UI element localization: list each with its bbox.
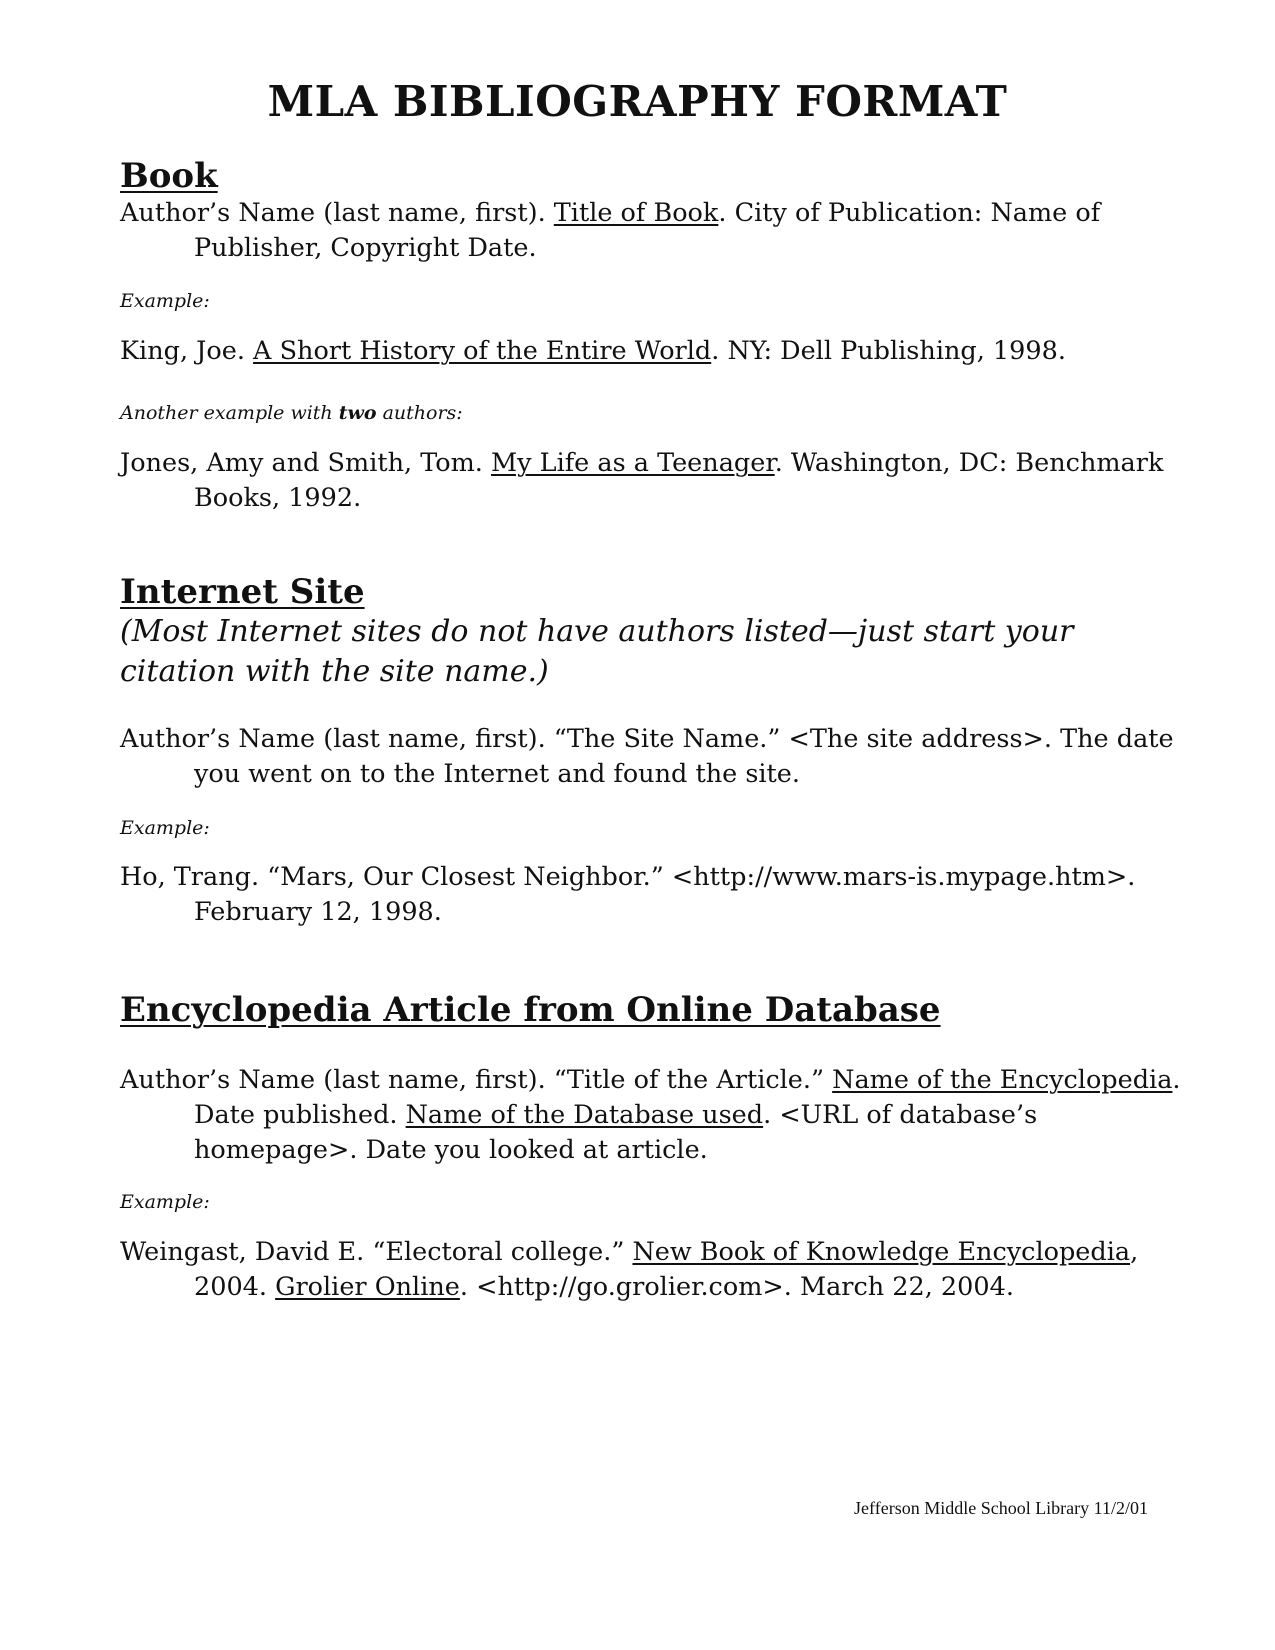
internet-format-citation: Author’s Name (last name, first). “The Site Name.” <The site address>. The date you went on to the Internet and found the site. bbox=[120, 724, 1174, 789]
another-label-bold: two bbox=[338, 402, 377, 424]
page-title: MLA BIBLIOGRAPHY FORMAT bbox=[267, 77, 1008, 126]
book-example-label: Example: bbox=[120, 290, 210, 312]
book-example2-part1: Jones, Amy and Smith, Tom. bbox=[120, 448, 492, 478]
enc-example-part3: . <http://go.grolier.com>. March 22, 2004. bbox=[459, 1272, 1014, 1302]
enc-format-database: Name of the Database used bbox=[405, 1100, 764, 1130]
book-example2-part2: . Washington, DC: Benchmark Books, 1992. bbox=[194, 448, 1164, 513]
book-format-part1: Author’s Name (last name, first). bbox=[120, 198, 554, 228]
book-format-part2: . City of Publication: Name of Publisher, Copyright Date. bbox=[194, 198, 1101, 263]
encyclopedia-example-label: Example: bbox=[120, 1191, 210, 1213]
enc-format-part3: . <URL of database’s homepage>. Date you looked at article. bbox=[194, 1100, 1038, 1165]
another-label-post: authors: bbox=[376, 402, 463, 424]
book-example-title: A Short History of the Entire World bbox=[253, 336, 712, 366]
internet-example-citation: Ho, Trang. “Mars, Our Closest Neighbor.” <http://www.mars-is.mypage.htm>. February 12, 1998. bbox=[120, 862, 1136, 927]
another-label-pre: Another example with bbox=[120, 402, 339, 424]
internet-heading: Internet Site bbox=[120, 572, 365, 612]
enc-example-database: Grolier Online bbox=[275, 1272, 460, 1302]
book-example-part2: . NY: Dell Publishing, 1998. bbox=[711, 336, 1066, 366]
enc-example-part1: Weingast, David E. “Electoral college.” bbox=[120, 1237, 633, 1267]
page-footer: Jefferson Middle School Library 11/2/01 bbox=[854, 1498, 1148, 1518]
book-example-citation bbox=[120, 334, 1204, 369]
internet-note: (Most Internet sites do not have authors listed—just start your citation with the site name.) bbox=[120, 614, 1074, 689]
book-example-part1: King, Joe. bbox=[120, 336, 254, 366]
enc-format-part1: Author’s Name (last name, first). “Title of the Article.” bbox=[120, 1065, 833, 1095]
book-another-example-label bbox=[120, 400, 463, 426]
encyclopedia-format-citation bbox=[120, 1063, 1204, 1168]
book-example2-citation bbox=[120, 446, 1204, 516]
enc-example-encyclopedia: New Book of Knowledge Encyclopedia bbox=[632, 1237, 1131, 1267]
encyclopedia-heading: Encyclopedia Article from Online Database bbox=[120, 990, 941, 1030]
encyclopedia-example-citation bbox=[120, 1235, 1204, 1305]
enc-example-part2: , 2004. bbox=[194, 1237, 1139, 1302]
internet-example-label: Example: bbox=[120, 817, 210, 839]
book-heading: Book bbox=[120, 156, 218, 196]
book-format-citation bbox=[120, 196, 1204, 266]
enc-format-encyclopedia: Name of the Encyclopedia bbox=[832, 1065, 1173, 1095]
enc-format-part2: . Date published. bbox=[194, 1065, 1181, 1130]
book-example2-title: My Life as a Teenager bbox=[491, 448, 775, 478]
book-format-title: Title of Book bbox=[553, 198, 719, 228]
